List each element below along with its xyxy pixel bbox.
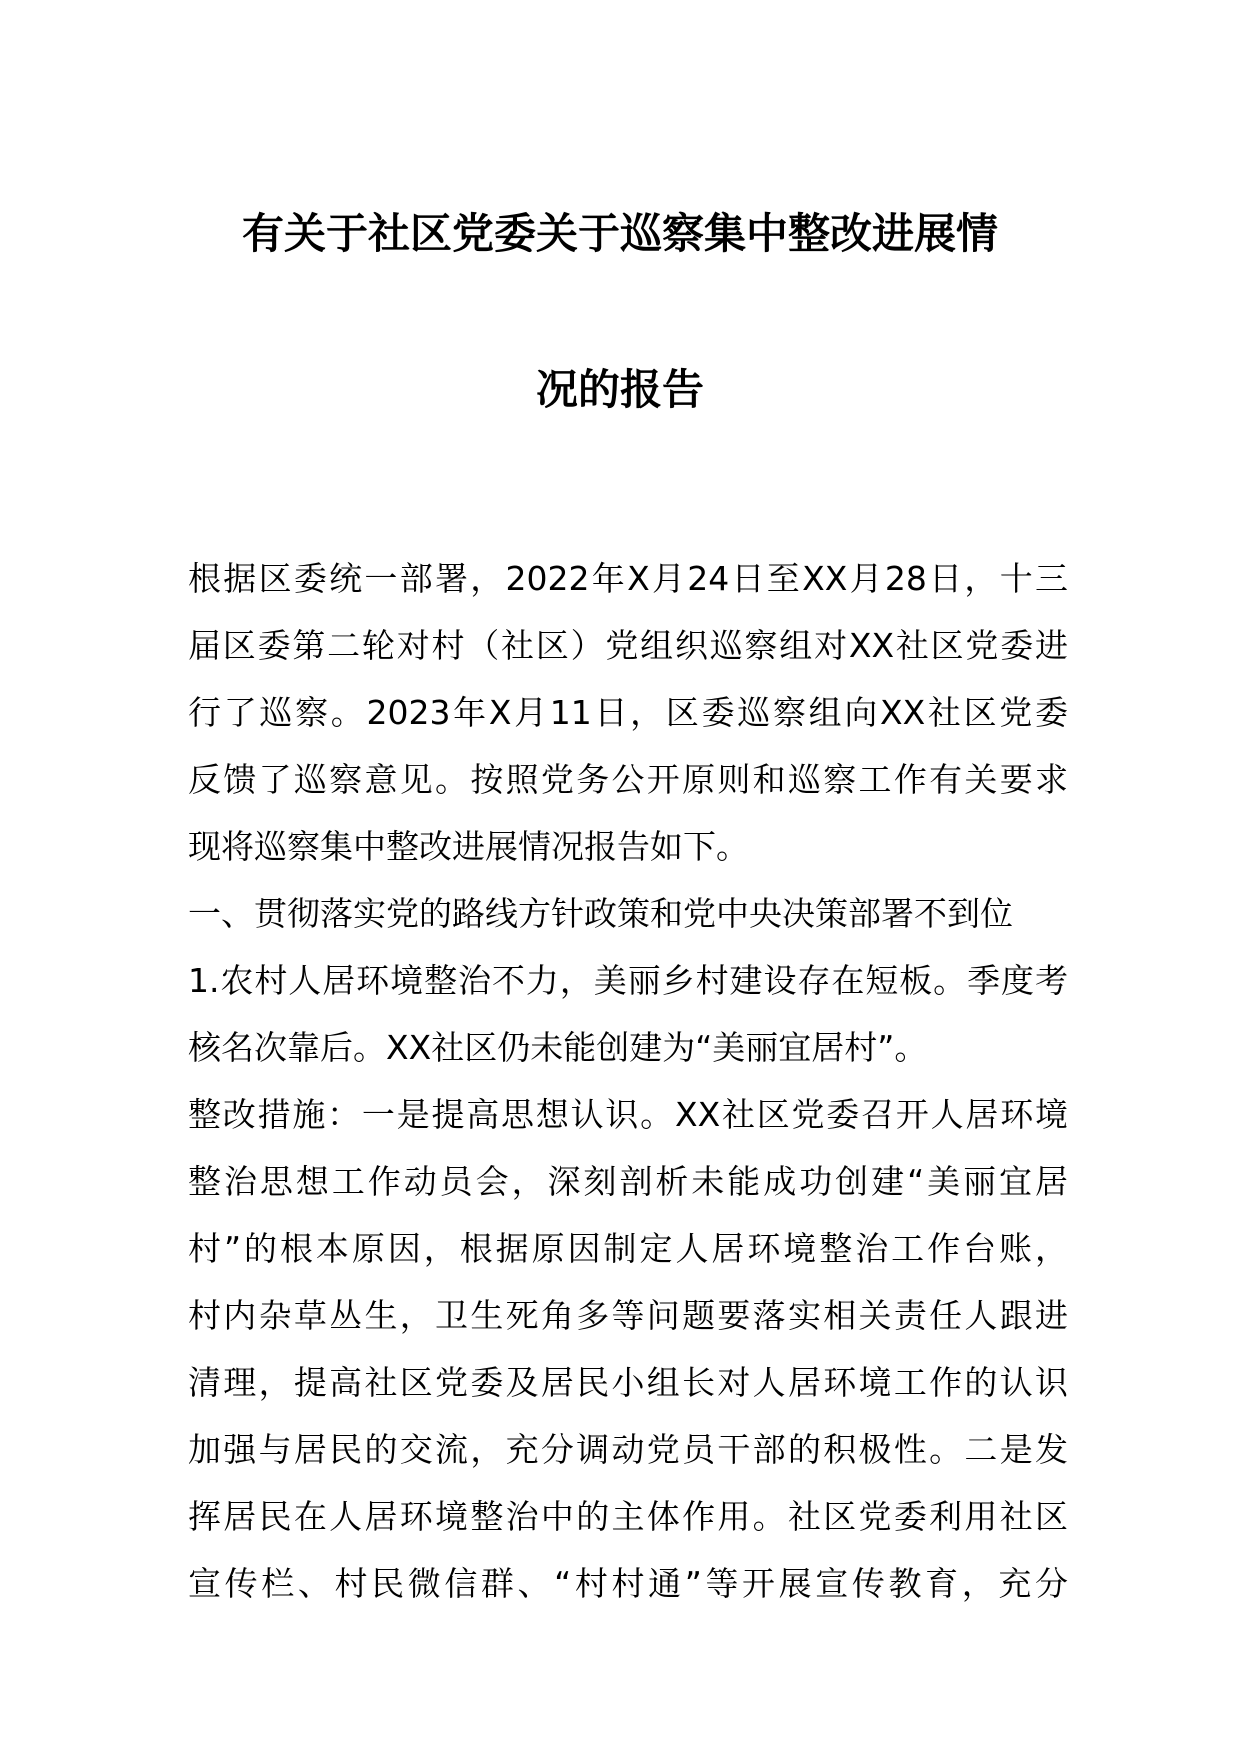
- body-line-2: 届区委第二轮对村（社区）党组织巡察组对XX社区党委进: [188, 626, 1068, 665]
- body-line-3: 行了巡察。2023年X月11日，区委巡察组向XX社区党委: [188, 693, 1068, 732]
- body-line-1: 根据区委统一部署，2022年X月24日至XX月28日，十三: [188, 559, 1068, 598]
- body-line-16: 宣传栏、村民微信群、“村村通”等开展宣传教育，充分: [188, 1564, 1068, 1603]
- body-line-9: 整改措施：一是提高思想认识。XX社区党委召开人居环境: [188, 1095, 1068, 1134]
- body-line-5: 现将巡察集中整改进展情况报告如下。: [188, 827, 749, 866]
- document-title-line-1: 有关于社区党委关于巡察集中整改进展情: [241, 209, 998, 258]
- body-line-15: 挥居民在人居环境整治中的主体作用。社区党委利用社区: [188, 1497, 1068, 1536]
- body-line-4: 反馈了巡察意见。按照党务公开原则和巡察工作有关要求: [188, 760, 1068, 799]
- body-line-8: 核名次靠后。XX社区仍未能创建为“美丽宜居村”。: [188, 1028, 928, 1067]
- body-line-10: 整治思想工作动员会，深刻剖析未能成功创建“美丽宜居: [188, 1162, 1068, 1201]
- body-line-13: 清理，提高社区党委及居民小组长对人居环境工作的认识: [188, 1363, 1068, 1402]
- body-line-11: 村”的根本原因，根据原因制定人居环境整治工作台账，: [188, 1229, 1068, 1268]
- document-title-line-2: 况的报告: [535, 365, 704, 414]
- body-line-12: 村内杂草丛生，卫生死角多等问题要落实相关责任人跟进: [188, 1296, 1068, 1335]
- section-heading-1: 一、贯彻落实党的路线方针政策和党中央决策部署不到位: [188, 894, 1013, 933]
- body-line-14: 加强与居民的交流，充分调动党员干部的积极性。二是发: [188, 1430, 1068, 1469]
- document-body: [188, 545, 1068, 1617]
- body-line-7: 1.农村人居环境整治不力，美丽乡村建设存在短板。季度考: [188, 961, 1068, 1000]
